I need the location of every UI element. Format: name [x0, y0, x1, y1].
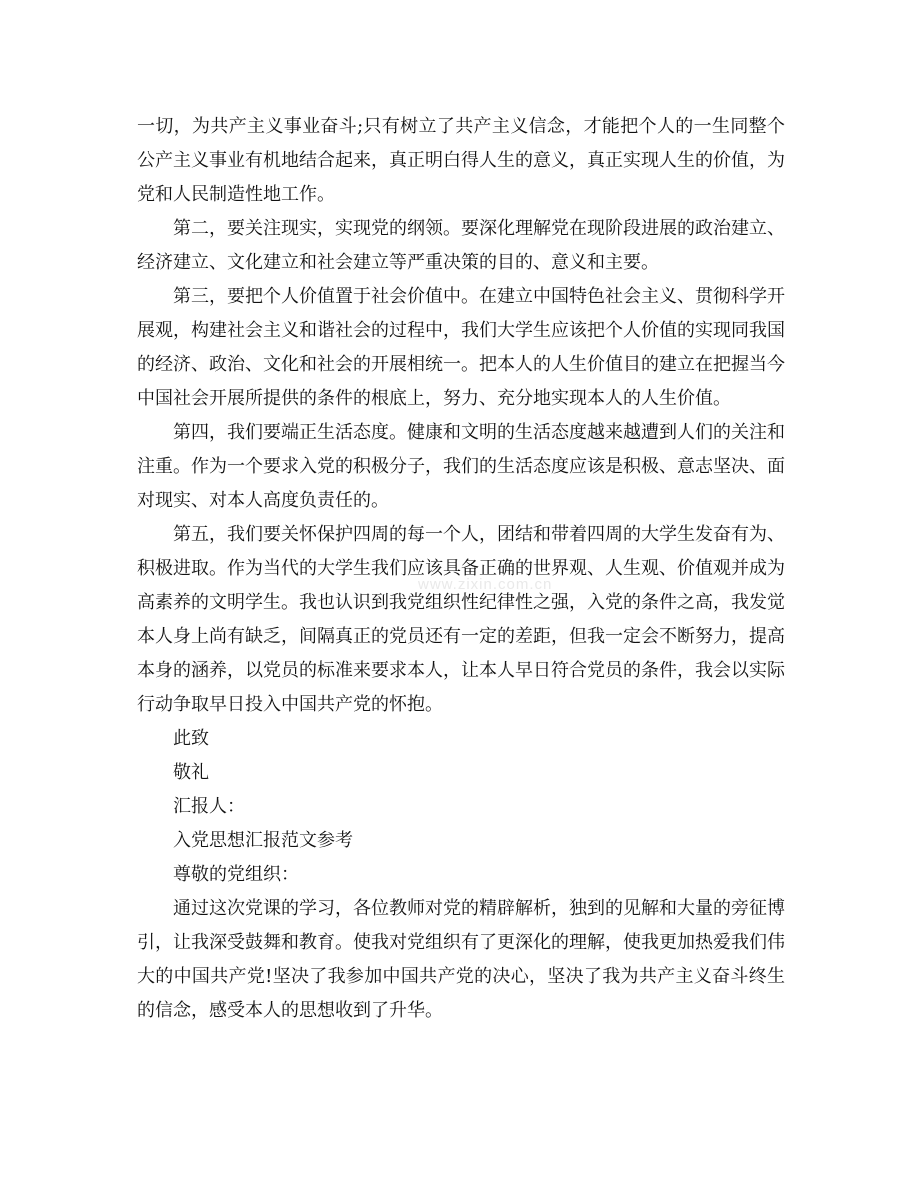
paragraph-letter-body: 通过这次党课的学习，各位教师对党的精辟解析，独到的见解和大量的旁征博引，让我深受鼓舞和教育。使我对党组织有了更深化的理解，使我更加热爱我们伟大的中国共产党!坚决了我参加中国共产党的决心，坚决了我为共产主义奋斗终生的信念，感受本人的思想收到了升华。	[137, 898, 785, 1021]
closing-salutation: 此致	[173, 728, 209, 749]
letter-greeting: 尊敬的党组织：	[173, 864, 299, 885]
section-title: 入党思想汇报范文参考	[173, 830, 353, 851]
watermark: www.zixin.com.cn	[418, 576, 553, 593]
paragraph-fourth-point: 第四，我们要端正生活态度。健康和文明的生活态度越来越遭到人们的关注和注重。作为一个要求入党的积极分子，我们的生活态度应该是积极、意志坚决、面对现实、对本人高度负责任的。	[137, 422, 785, 511]
reporter-label: 汇报人：	[173, 796, 245, 817]
paragraph-continuation: 一切，为共产主义事业奋斗;只有树立了共产主义信念，才能把个人的一生同整个公产主义事业有机地结合起来，真正明白得人生的意义，真正实现人生的价值，为党和人民制造性地工作。	[137, 116, 785, 205]
paragraph-second-point: 第二，要关注现实，实现党的纲领。要深化理解党在现阶段进展的政治建立、经济建立、文化建立和社会建立等严重决策的目的、意义和主要。	[137, 218, 785, 273]
paragraph-fifth-point: 第五，我们要关怀保护四周的每一个人，团结和带着四周的大学生发奋有为、积极进取。作为当代的大学生我们应该具备正确的世界观、人生观、价值观并成为高素养的文明学生。我也认识到我党组织性纪律性之强，入党的条件之高，我发觉本人身上尚有缺乏，间隔真正的党员还有一定的差距，但我一定会不断努力，提高本身的涵养，以党员的标准来要求本人，让本人早日符合党员的条件，我会以实际行动争取早日投入中国共产党的怀抱。	[137, 524, 785, 715]
document-body	[137, 110, 785, 1028]
paragraph-third-point: 第三，要把个人价值置于社会价值中。在建立中国特色社会主义、贯彻科学开展观，构建社会主义和谐社会的过程中，我们大学生应该把个人价值的实现同我国的经济、政治、文化和社会的开展相统一。把本人的人生价值目的建立在把握当今中国社会开展所提供的条件的根底上，努力、充分地实现本人的人生价值。	[137, 286, 785, 409]
closing-regards: 敬礼	[173, 762, 209, 783]
